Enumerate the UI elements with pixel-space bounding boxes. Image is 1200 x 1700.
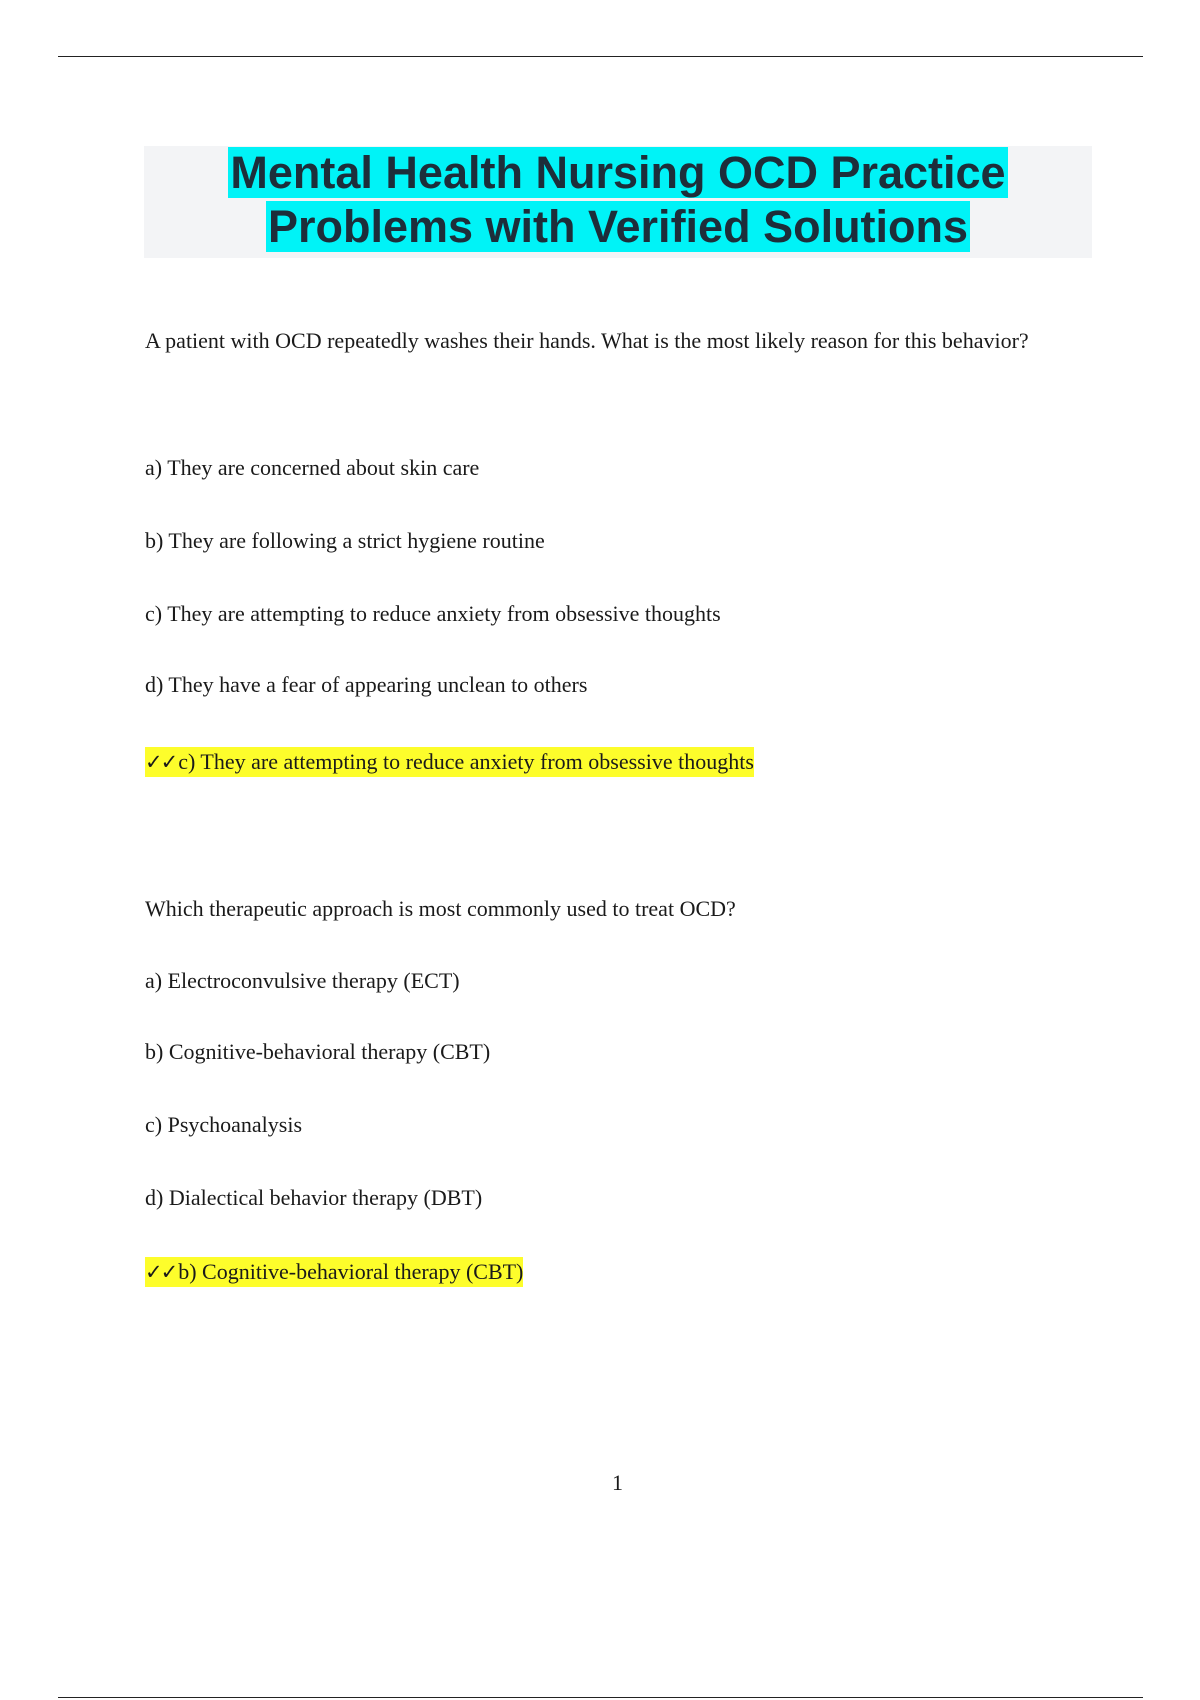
top-rule (58, 56, 1143, 57)
check-icon: ✓✓ (145, 750, 177, 774)
question-2-answer-line (145, 1257, 523, 1287)
question-1-option-c: c) They are attempting to reduce anxiety from obsessive thoughts (145, 601, 721, 626)
check-icon: ✓✓ (145, 1260, 177, 1284)
question-2-answer-highlight (145, 1257, 523, 1287)
question-1-answer: c) They are attempting to reduce anxiety from obsessive thoughts (178, 749, 754, 774)
question-1-answer-line (145, 747, 754, 777)
question-2-option-c: c) Psychoanalysis (145, 1112, 303, 1137)
question-2-option-d: d) Dialectical behavior therapy (DBT) (145, 1185, 483, 1210)
question-1-stem: A patient with OCD repeatedly washes their hands. What is the most likely reason for this behavior? (145, 328, 1029, 353)
page-number: 1 (612, 1470, 623, 1495)
question-2-answer: b) Cognitive-behavioral therapy (CBT) (178, 1259, 524, 1284)
document-title: Mental Health Nursing OCD Practice Problems with Verified Solutions (230, 147, 1006, 252)
question-1-option-b: b) They are following a strict hygiene routine (145, 528, 545, 553)
title-band (144, 146, 1092, 258)
question-1-option-a: a) They are concerned about skin care (145, 455, 480, 480)
question-2-stem: Which therapeutic approach is most commonly used to treat OCD? (145, 896, 736, 921)
question-2-option-a: a) Electroconvulsive therapy (ECT) (145, 968, 460, 993)
bottom-rule (58, 1697, 1143, 1698)
question-1-option-d: d) They have a fear of appearing unclean to others (145, 672, 588, 697)
question-2-option-b: b) Cognitive-behavioral therapy (CBT) (145, 1039, 491, 1064)
question-1-answer-highlight (145, 747, 754, 777)
